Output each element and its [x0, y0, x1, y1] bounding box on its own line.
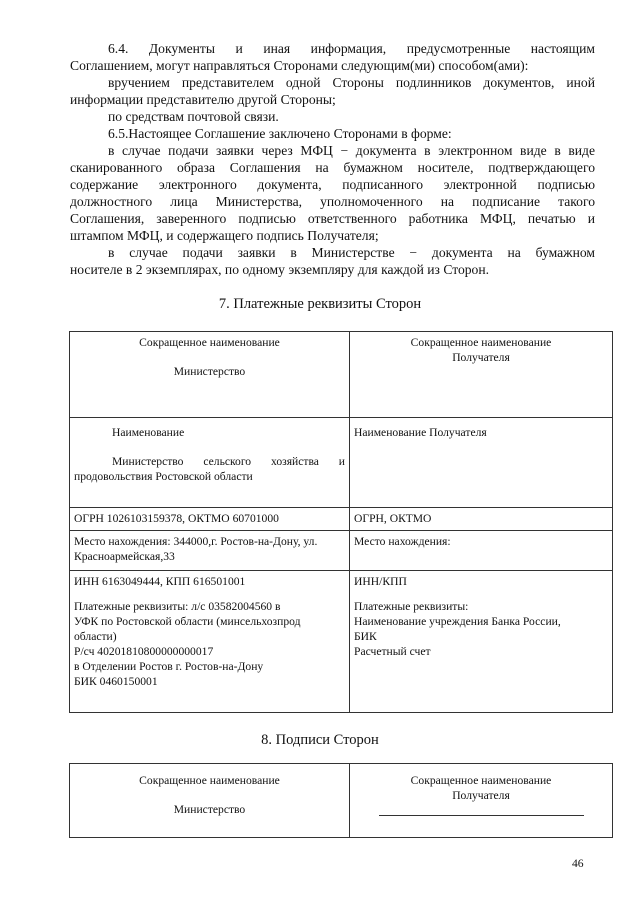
recipient-bank-details — [354, 599, 608, 659]
recipient-address-cell: Место нахождения: — [350, 531, 613, 571]
bank-line: БИК 0460150001 — [74, 675, 158, 688]
ministry-bank-cell — [70, 571, 350, 713]
recipient-short-name-cell — [350, 332, 613, 418]
table-row — [70, 332, 613, 418]
ministry-full-name-line-1: Министерство сельского хозяйства и — [112, 455, 345, 468]
bank-line: Р/сч 40201810800000000017 — [74, 645, 214, 658]
recipient-inn: ИНН/КПП — [354, 575, 407, 588]
section-7-heading: 7. Платежные реквизиты Сторон — [218, 296, 422, 312]
ministry-bank-details — [74, 599, 345, 689]
paragraph-mfc-line-1: в случае подачи заявки через МФЦ − документа в электронном виде в виде — [108, 143, 595, 158]
paragraph-mfc-line-6: штампом МФЦ, и содержащего подпись Получателя; — [70, 228, 379, 243]
paragraph-mfc-line-3: содержание электронного документа, подписанного электронной подписью — [70, 177, 595, 192]
ministry-ogrn-cell: ОГРН 1026103159378, ОКТМО 60701000 — [70, 508, 350, 531]
short-name-label: Сокращенное наименование — [410, 336, 552, 349]
recipient-signature-cell — [350, 764, 613, 838]
bank-line: Платежные реквизиты: л/с 03582004560 в — [74, 600, 281, 613]
payment-details-table — [69, 331, 613, 713]
full-name-label: Наименование — [112, 426, 185, 439]
paragraph-6-4-line-1: 6.4. Документы и иная информация, предусмотренные настоящим — [108, 41, 595, 56]
table-row — [70, 764, 613, 838]
ministry-address-cell — [70, 531, 350, 571]
paragraph-delivery-line-1: вручением представителем одной Стороны подлинников документов, иной — [108, 75, 595, 90]
paragraph-ministry-line-1: в случае подачи заявки в Министерстве − документа на бумажном — [108, 245, 595, 260]
signatures-table — [69, 763, 613, 838]
ministry-short-name-cell — [70, 332, 350, 418]
bank-line: БИК — [354, 630, 377, 643]
short-name-label-recipient: Получателя — [452, 351, 510, 364]
ministry-address-line-1: Место нахождения: 344000,г. Ростов-на-Дону, ул. — [74, 535, 318, 548]
ministry-inn: ИНН 6163049444, КПП 616501001 — [74, 575, 246, 588]
recipient-full-name-cell — [350, 418, 613, 508]
ministry-signature-cell — [70, 764, 350, 838]
bank-line: Платежные реквизиты: — [354, 600, 469, 613]
paragraph-mfc-line-5: Соглашения, заверенного подписью ответственного работника МФЦ, печатью и — [70, 211, 595, 226]
recipient-bank-cell — [350, 571, 613, 713]
ministry-full-name-cell — [70, 418, 350, 508]
paragraph-delivery-line-2: информации представителю другой Стороны; — [70, 92, 336, 107]
ministry-short-name: Министерство — [173, 365, 246, 378]
short-name-label-recipient: Получателя — [452, 789, 510, 802]
table-row — [70, 418, 613, 508]
short-name-label: Сокращенное наименование — [139, 774, 280, 787]
bank-line: Расчетный счет — [354, 645, 431, 658]
ministry-address-line-2: Красноармейская,33 — [74, 550, 175, 563]
signature-line — [379, 813, 584, 816]
table-row — [70, 571, 613, 713]
bank-line: в Отделении Ростов г. Ростов-на-Дону — [74, 660, 264, 673]
ministry-full-name-line-2: продовольствия Ростовской области — [74, 470, 253, 483]
short-name-label: Сокращенное наименование — [410, 774, 552, 787]
table-row — [70, 531, 613, 571]
paragraph-6-4-line-2: Соглашением, могут направляться Сторонами следующим(ми) способом(ами): — [70, 58, 529, 73]
recipient-full-name-label: Наименование Получателя — [354, 426, 487, 439]
paragraph-6-5: 6.5.Настоящее Соглашение заключено Сторонами в форме: — [108, 126, 452, 141]
bank-line: УФК по Ростовской области (минсельхозпрод — [74, 615, 301, 628]
section-8-heading: 8. Подписи Сторон — [261, 732, 379, 748]
table-row — [70, 508, 613, 531]
ministry-short-name: Министерство — [173, 803, 246, 816]
paragraph-post: по средствам почтовой связи. — [108, 109, 279, 124]
bank-line: Наименование учреждения Банка России, — [354, 615, 561, 628]
paragraph-mfc-line-4: должностного лица Министерства, уполномоченного на подписание такого — [70, 194, 595, 209]
recipient-ogrn-cell: ОГРН, ОКТМО — [350, 508, 613, 531]
page-number: 46 — [572, 857, 584, 870]
short-name-label: Сокращенное наименование — [139, 336, 280, 349]
paragraph-mfc-line-2: сканированного образа Соглашения на бумажном носителе, подтверждающего — [70, 160, 595, 175]
bank-line: области) — [74, 630, 117, 643]
paragraph-ministry-line-2: носителе в 2 экземплярах, по одному экземпляру для каждой из Сторон. — [70, 262, 490, 277]
